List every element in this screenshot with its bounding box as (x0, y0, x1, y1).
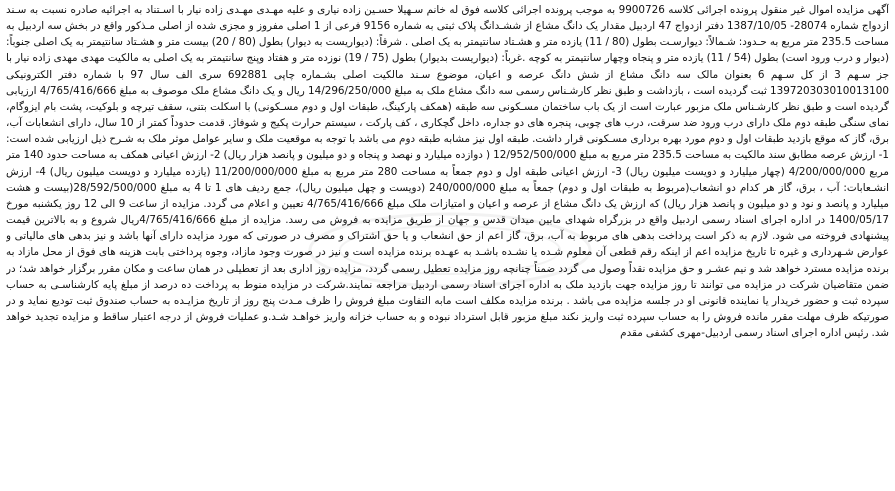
auction-notice-text: آگهی مزایده اموال غیر منقول پرونده اجرائی کلاسه 9900726 به موجب پرونده اجرائی کلاسه فوق له خانم سـهیلا حسـین زاده نیاری و علیه مهـدی مهـدی زاده نیار با اسـتناد به اجرائیه صادره نسبت به سـند ازدواج شماره 28074- 1387/10/05 دفتر ازدواج 47 اردبیل مقدار یک دانگ مشاع از ششـدانگ پلاک ثبتی به شماره 9156 فرعی از 1 اصلی مفروز و مجزی شده از اصلی مـذکور واقع در بخش سه اردبیل به مساحت 235.5 متر مربع به حـدود: شـمالاً: دیوارسـت بطول (80 / 11) یازده متر و هشـتاد سانتیمتر به یک اصلی . شرقاً: (دیواریست به دیوار) بطول (80 / 20) بیست متر و هشـتاد سانتیمتر به یک اصلی جنوباً: (دیوار و درب ورود است) بطول (54 / 11) یازده متر و پنجاه وچهار سانتیمتر به کوچه .غرباً: (دیواریست بدیوار) بطول (75 / 19) نوزده متر و هفتاد وپنج سانتیمتر به یک اصلی به مالکیت مهدی مهدی زاده نیار با جز سـهم 3 از کل سـهم 6 بعنوان مالک سه دانگ مشاع از شش دانگ عرصه و اعیان، موضوع سـند مالکیت اصلی بشـماره چاپی 692881 سری الف سال 97 با شماره دفتر الکترونیکی 139720303010013100 ثبت گردیده است ، بازداشت و طبق نظر کارشـناس رسمی سه دانگ مشاع ملک به مبلغ 14/296/250/000 ریال و یک دانگ مشاع ملک موصوف به مبلغ 4/765/416/666 ارزیابی گردیده است و طبق نظر کارشـناس ملک مزبور عبارت است از یک باب ساختمان مسـکونی سه طبقه (همکف پارکینگ، طبقات اول و دوم مسـکونی) با اسکلت بتنی، سقف تیرچه و بلوکیت، پشت بام ایزوگام، نمای سنگی طبقه دوم ملک دارای درب ورود ضد سرقت، درب های چوبی، پنجره های دو جداره، داخل گچکاری ، کف پارکت ، سیستم حرارت پکیج و شوفاژ. قدمت حدوداً کمتر از 10 سال، دارای انشعابات آب، برق، گاز که موقع بازدید طبقات اول و دوم مورد بهره برداری مسـکونی قرار داشت. طبقه اول نیز مشابه طبقه دوم می باشد با توجه به موقعیت ملک و سایر عوامل موثر ملک به شـرح ذیل ارزیابی شده است: 1- ارزش عرصه مطابق سند مالکیت به مساحت 235.5 متر مربع به مبلغ 12/952/500/000 ( دوازده میلیارد و نهصد و پنجاه و دو میلیون و پانصد هزار ریال) 2- ارزش اعیانی همکف به مساحت حدود 140 متر مربع 4/200/000/000 (چهار میلیارد و دویست میلیون ریال) 3- ارزش اعیانی طبقه اول و دوم جمعاً به مساحت 280 متر مربع به مبلغ 11/200/000/000 (یازده میلیارد و دویست میلیون ریال) 4- ارزش انشـعابات: آب ، برق، گاز هر کدام دو انشعاب(مربوط به طبقات اول و دوم) جمعاً به مبلغ 240/000/000 (دویست و چهل میلیون ریال)، جمع ردیف های 1 تا 4 به مبلغ 28/592/500/000(بیست و هشت میلیارد و پانصد و نود و دو میلیون و پانصد هزار ریال) که ارزش یک دانگ مشاع از عرصه و اعیان و امتیازات ملک مبلغ 4/765/416/666 تعیین و اعلام می گردد. مزایده از ساعت 9 الی 12 روز یکشنبه مورخ 1400/05/17 در اداره اجرای اسناد رسمی اردبیل واقع در بزرگراه شهدای مابین میدان قدس و جهان از طریق مزایده به فروش می رسد. مزایده از مبلغ 4/765/416/666ریال شروع و به بالاترین قیمت پیشنهادی فروخته می شود. لازم به ذکر است پرداخت بدهی های مربوط به آب، برق، گاز اعم از حق انشعاب و یا حق اشتراک و مصرف در صورتی که مورد مزایده دارای آنها باشد و نیز بدهی های مالیاتی و عوارض شـهرداری و غیره تا تاریخ مزایده اعم از اینکه رقم قطعی آن معلوم شـده یا نشـده باشـد به عهـده برنده مزایده است و نیز در صورت وجود مازاد، وجوه پرداختی بابت هزینه های فوق از محل مازاد به برنده مزایده مسترد خواهد شد و نیم عشـر و حق مزایده نقداً وصول می گردد ضمناً چنانچه روز مزایده تعطیل رسمی گردد، مزایده روز اداری بعد از تعطیلی در همان ساعت و مکان مقرر برگزار خواهد شد؛ در ضمن متقاضیان شرکت در مزایده می توانند تا روز مزایده جهت بازدید ملک به اداره اجرای اسناد رسمی اردبیل مراجعه نمایند.شرکت در مزایده منوط به پرداخت ده درصد از مبلغ پایه کارشناسـی به حساب سپرده ثبت و حضور خریدار یا نماینده قانونی او در جلسه مزایده می باشد . برنده مزایده مکلف است مابه التفاوت مبلغ فروش را ظرف مـدت پنج روز از تاریخ مزایـده به حساب صندوق ثبت تودیع نماید و در صورتیکه ظرف مهلت مقرر مانده فروش را به حساب سپرده ثبت واریز نکند مبلغ مزبور قابل استرداد نبوده و به حساب خزانه واریز خواهـد شـد.و عملیات فروش از درجه اعتبار ساقط و مزایده تجدید خواهد شد. رئیس اداره اجرای اسناد رسمی اردبیل-مهری کشفی مقدم (6, 4, 889, 340)
